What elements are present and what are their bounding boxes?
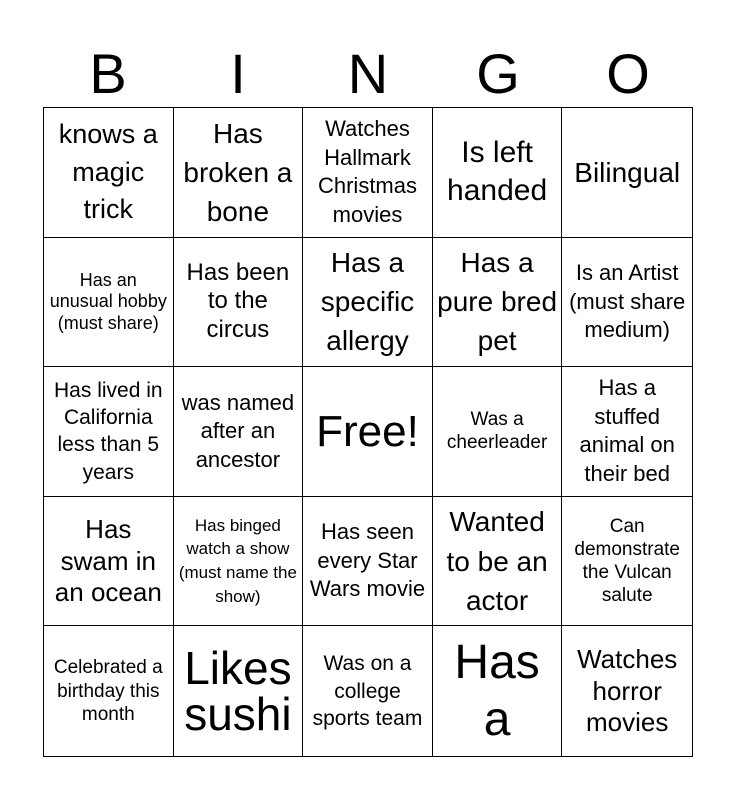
bingo-cell[interactable]: Was on a college sports team: [303, 626, 433, 756]
bingo-cell[interactable]: knows a magic trick: [44, 108, 174, 238]
header-letter-i: I: [230, 42, 246, 105]
free-space[interactable]: Free!: [303, 367, 433, 497]
header-letter-o: O: [606, 42, 650, 105]
bingo-cell[interactable]: Has an unusual hobby (must share): [44, 238, 174, 368]
bingo-cell[interactable]: Has a: [433, 626, 563, 756]
bingo-cell[interactable]: was named after an ancestor: [174, 367, 304, 497]
bingo-cell[interactable]: Watches horror movies: [577, 644, 678, 737]
header-letter-g: G: [476, 42, 520, 105]
bingo-cell[interactable]: Bilingual: [562, 108, 692, 238]
bingo-cell[interactable]: Has been to the circus: [174, 238, 304, 368]
bingo-cell[interactable]: Has swam in an ocean: [44, 497, 174, 627]
bingo-cell[interactable]: Has a stuffed animal on their bed: [562, 367, 692, 497]
bingo-cell[interactable]: Likes sushi: [174, 626, 304, 756]
bingo-cell[interactable]: Has a specific allergy: [303, 238, 433, 368]
bingo-cell[interactable]: Has a pure bred pet: [433, 238, 563, 368]
bingo-cell[interactable]: Is an Artist (must share medium): [562, 238, 692, 368]
bingo-cell[interactable]: Watches Hallmark Christmas movies: [303, 108, 433, 238]
bingo-cell[interactable]: Can demonstrate the Vulcan salute: [562, 497, 692, 627]
bingo-cell[interactable]: Has binged watch a show (must name the show): [174, 497, 304, 627]
bingo-cell[interactable]: Was a cheerleader: [433, 367, 563, 497]
bingo-cell[interactable]: Is left handed: [433, 108, 563, 238]
bingo-cell[interactable]: Has lived in California less than 5 years: [44, 367, 174, 497]
bingo-header: [43, 40, 693, 108]
bingo-cell[interactable]: Has broken a bone: [174, 108, 304, 238]
bingo-cell[interactable]: Has seen every Star Wars movie: [303, 497, 433, 627]
bingo-cell[interactable]: Wanted to be an actor: [433, 497, 563, 627]
header-letter-n: N: [347, 42, 389, 105]
bingo-cell[interactable]: Celebrated a birthday this month: [44, 626, 174, 756]
header-letter-b: B: [89, 42, 127, 105]
bingo-board: [43, 107, 693, 757]
